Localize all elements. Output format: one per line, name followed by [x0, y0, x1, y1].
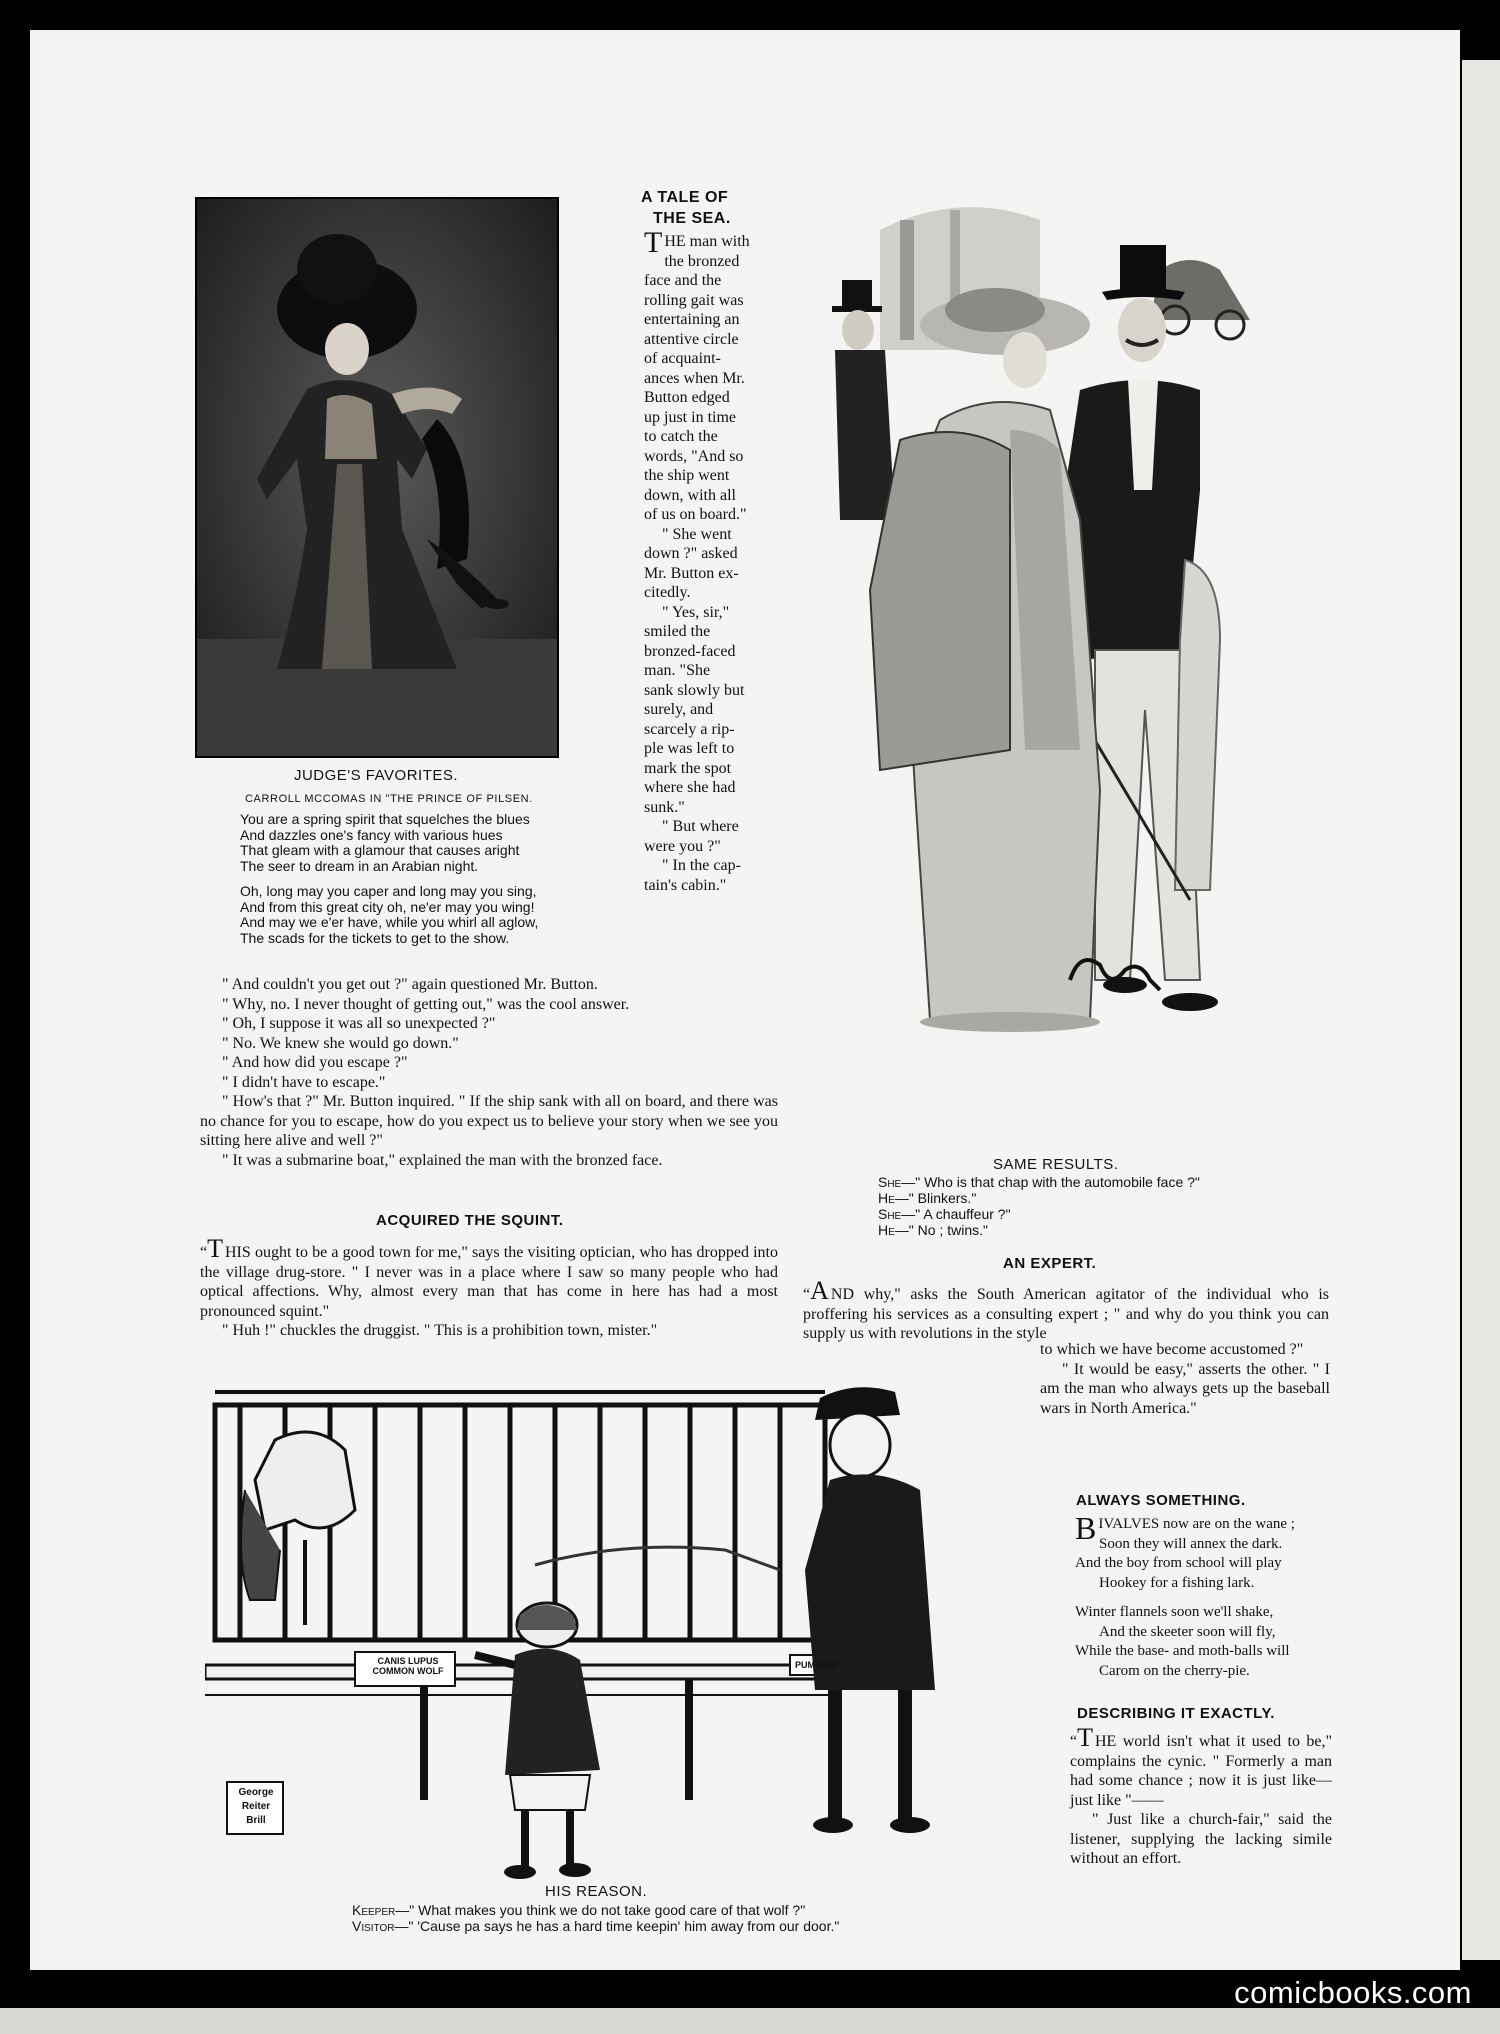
tale-line: of acquaint-	[644, 350, 721, 367]
tale-line: tain's cabin."	[644, 876, 727, 894]
poem-line: While the base- and moth-balls will	[1075, 1643, 1290, 1659]
tale-line: where she had	[644, 779, 736, 796]
tale-wide-block	[200, 975, 778, 1170]
squint-dropcap: T	[207, 1234, 223, 1263]
tale-line: up just in time	[644, 408, 736, 426]
tale-paragraph: " Why, no. I never thought of getting out," was the cool answer.	[222, 995, 630, 1013]
tale-title-line1: A TALE OF	[641, 189, 729, 206]
signature-line: George	[238, 1787, 274, 1798]
same-results-dialogue	[878, 1174, 1200, 1238]
always-title: ALWAYS SOMETHING.	[1076, 1492, 1246, 1509]
dialogue-line: She—" Who is that chap with the automobile face ?"	[878, 1174, 1200, 1190]
dialogue-text: " Blinkers."	[908, 1190, 977, 1206]
tale-paragraph: " And how did you escape ?"	[222, 1054, 408, 1071]
tale-line: " Yes, sir,"	[662, 603, 730, 621]
dialogue-line: She—" A chauffeur ?"	[878, 1206, 1011, 1222]
tale-paragraph: " And couldn't you get out ?" again questioned Mr. Button.	[222, 976, 598, 993]
zoo-cartoon	[205, 1370, 1005, 1880]
tale-line: to catch the	[644, 428, 718, 445]
tale-line: of us on board."	[644, 506, 747, 523]
dialogue-text: " A chauffeur ?"	[915, 1206, 1011, 1222]
expert-paragraph: " It would be easy," asserts the other. " I am the man who always gets up the baseball wars in North America."	[1040, 1360, 1330, 1417]
gibson-illustration	[780, 190, 1300, 1075]
couple-drawing	[780, 190, 1300, 1075]
tale-line: man. "She	[644, 662, 711, 679]
tale-paragraph: " Oh, I suppose it was all so unexpected ?"	[222, 1015, 496, 1032]
poem-line: And from this great city oh, ne'er may you wing!	[240, 898, 535, 915]
poem-line: Oh, long may you caper and long may you sing,	[240, 883, 537, 899]
tale-line: down ?" asked	[644, 545, 738, 562]
tale-line: ances when Mr.	[644, 369, 745, 387]
tale-paragraph: " How's that ?" Mr. Button inquired. " If the ship sank with all on board, and there was no chance for you to escape, how do you expect us to believe your story when we see you sitting here alive and well ?"	[200, 1093, 778, 1149]
tale-dropcap: T	[644, 226, 663, 259]
speaker: Visitor	[352, 1918, 395, 1934]
expert-body-narrow	[1040, 1340, 1330, 1418]
judges-favorites-poem	[240, 812, 580, 946]
poem-line: IVALVES now are on the wane ;	[1098, 1516, 1295, 1532]
describing-paragraph: " Just like a church-fair," said the listener, supplying the lacking simile without an effort.	[1070, 1811, 1332, 1867]
dialogue-line: Keeper—" What makes you think we do not take good care of that wolf ?"	[352, 1902, 806, 1918]
describing-title: DESCRIBING IT EXACTLY.	[1077, 1705, 1275, 1722]
tale-line: the ship went	[644, 467, 730, 484]
actress-photo	[195, 197, 559, 758]
describing-paragraph: HE world isn't what it used to be," complains the cynic. " Formerly a man had some chance ; now it is just like—just like "——	[1070, 1733, 1332, 1809]
dialogue-text: " 'Cause pa says he has a hard time keepin' him away from our door."	[408, 1918, 840, 1934]
tale-line: HE man with	[664, 233, 750, 250]
poem-line: That gleam with a glamour that causes aright	[240, 842, 520, 858]
speaker: He	[878, 1190, 895, 1206]
signature-line: Reiter	[241, 1801, 271, 1812]
wolf-sign-line2: COMMON WOLF	[372, 1666, 444, 1676]
tale-line: Button edged	[644, 389, 730, 406]
tale-line: face and the	[644, 272, 722, 289]
dialogue-text: " Who is that chap with the automobile face ?"	[915, 1174, 1200, 1190]
adjacent-page-edge	[1462, 60, 1500, 1960]
tale-line: down, with all	[644, 486, 736, 504]
judges-favorites-title: JUDGE'S FAVORITES.	[293, 767, 459, 784]
poem-line: And may we e'er have, while you whirl all aglow,	[240, 914, 539, 930]
site-watermark: comicbooks.com	[1234, 1975, 1472, 2010]
tale-line: entertaining an	[644, 311, 740, 328]
squint-paragraph: " Huh !" chuckles the druggist. " This is a prohibition town, mister."	[222, 1322, 658, 1339]
speaker: He	[878, 1222, 895, 1238]
tale-paragraph: " I didn't have to escape."	[222, 1073, 386, 1091]
describing-body: “T HE world isn't what it used to be," complains the cynic. " Formerly a man had some chance ; now it is just like—just like "—— " Just like a church-fair," said the listener, supplying the lacking simile without an effort.	[1070, 1723, 1332, 1867]
signature-line: Brill	[246, 1815, 266, 1826]
poem-line: The scads for the tickets to get to the show.	[240, 929, 510, 946]
expert-body-wide: “A ND why," asks the South American agitator of the individual who is proffering his services as a consulting expert ; " and why do you think you can supply us with revolutions in the style	[803, 1276, 1329, 1342]
poem-line: Carom on the cherry-pie.	[1099, 1662, 1250, 1679]
tale-title-line2: THE SEA.	[653, 210, 731, 227]
poem-line: Winter flannels soon we'll shake,	[1075, 1604, 1274, 1620]
tale-line: " In the cap-	[662, 857, 741, 874]
tale-line: smiled the	[644, 623, 711, 640]
squint-paragraph: HIS ought to be a good town for me," says the visiting optician, who has dropped into the village drug-store. " I never was in a place where I saw so many people who had optical affections. Why, almost every man that has come in here has had a most pronounced squint."	[200, 1244, 778, 1320]
his-reason-dialogue	[352, 1902, 839, 1934]
tale-line: rolling gait was	[644, 291, 744, 309]
poem-line: Soon they will annex the dark.	[1099, 1535, 1283, 1552]
poem-line: And dazzles one's fancy with various hues	[240, 826, 503, 843]
tale-line: were you ?"	[644, 837, 721, 855]
puma-sign: PUMA(HU	[795, 1660, 838, 1670]
dialogue-line: Visitor—" 'Cause pa says he has a hard time keepin' him away from our door."	[352, 1918, 840, 1934]
next-page-edge	[0, 2008, 1500, 2034]
tale-paragraph: " It was a submarine boat," explained the man with the bronzed face.	[222, 1151, 663, 1169]
tale-column	[644, 226, 772, 895]
dialogue-line: He—" Blinkers."	[878, 1190, 977, 1206]
poem-line: And the boy from school will play	[1075, 1555, 1282, 1571]
always-poem	[1075, 1510, 1335, 1681]
tale-line: mark the spot	[644, 759, 732, 777]
speaker: She	[878, 1206, 902, 1222]
same-results-title: SAME RESULTS.	[993, 1156, 1119, 1173]
zoo-cartoon-drawing	[205, 1370, 1005, 1880]
actress-photo-illustration	[197, 199, 557, 756]
expert-paragraph: to which we have become accustomed ?"	[1040, 1341, 1304, 1358]
poem-line: The seer to dream in an Arabian night.	[240, 857, 479, 874]
tale-line: ple was left to	[644, 740, 735, 757]
always-dropcap: B	[1075, 1510, 1097, 1546]
speaker: She	[878, 1174, 902, 1190]
expert-paragraph: ND why," asks the South American agitator of the individual who is proffering his services as a consulting expert ; " and why do you think you can supply us with revolutions in the style	[803, 1286, 1329, 1342]
poem-line: And the skeeter soon will fly,	[1099, 1623, 1276, 1640]
tale-line: bronzed-faced	[644, 642, 736, 660]
wolf-sign-line1: CANIS LUPUS	[377, 1656, 439, 1666]
tale-line: the bronzed	[664, 252, 740, 270]
his-reason-title: HIS REASON.	[545, 1883, 648, 1900]
tale-paragraph: " No. We knew she would go down."	[222, 1034, 459, 1052]
poem-line: Hookey for a fishing lark.	[1099, 1574, 1255, 1591]
cartoonist-signature	[231, 1786, 281, 1828]
expert-dropcap: A	[810, 1276, 829, 1305]
describing-dropcap: T	[1077, 1723, 1093, 1752]
squint-title: ACQUIRED THE SQUINT.	[376, 1212, 564, 1229]
tale-line: " But where	[662, 818, 739, 835]
tale-line: attentive circle	[644, 330, 739, 348]
judges-favorites-subtitle: CARROLL MCCOMAS IN "THE PRINCE OF PILSEN.	[245, 793, 533, 805]
dialogue-line: He—" No ; twins."	[878, 1222, 988, 1238]
poem-line: You are a spring spirit that squelches the blues	[240, 811, 530, 827]
tale-line: " She went	[662, 525, 732, 543]
tale-line: words, "And so	[644, 447, 744, 465]
dialogue-text: " What makes you think we do not take good care of that wolf ?"	[409, 1902, 806, 1918]
tale-line: sank slowly but	[644, 681, 745, 699]
tale-line: sunk."	[644, 798, 685, 816]
dialogue-text: " No ; twins."	[908, 1222, 988, 1238]
tale-line: surely, and	[644, 701, 714, 718]
expert-title: AN EXPERT.	[1003, 1255, 1097, 1272]
squint-body: “T HIS ought to be a good town for me," says the visiting optician, who has dropped into the village drug-store. " I never was in a place where I saw so many people who had optical affections. Why, almost every man that has come in here has had a most pronounced squint." " Huh !" chuckles the druggist. " This is a prohibition town, mister."	[200, 1234, 778, 1339]
wolf-sign	[363, 1656, 453, 1676]
speaker: Keeper	[352, 1902, 396, 1918]
tale-line: citedly.	[644, 584, 691, 601]
tale-line: Mr. Button ex-	[644, 564, 739, 582]
tale-line: scarcely a rip-	[644, 720, 735, 738]
